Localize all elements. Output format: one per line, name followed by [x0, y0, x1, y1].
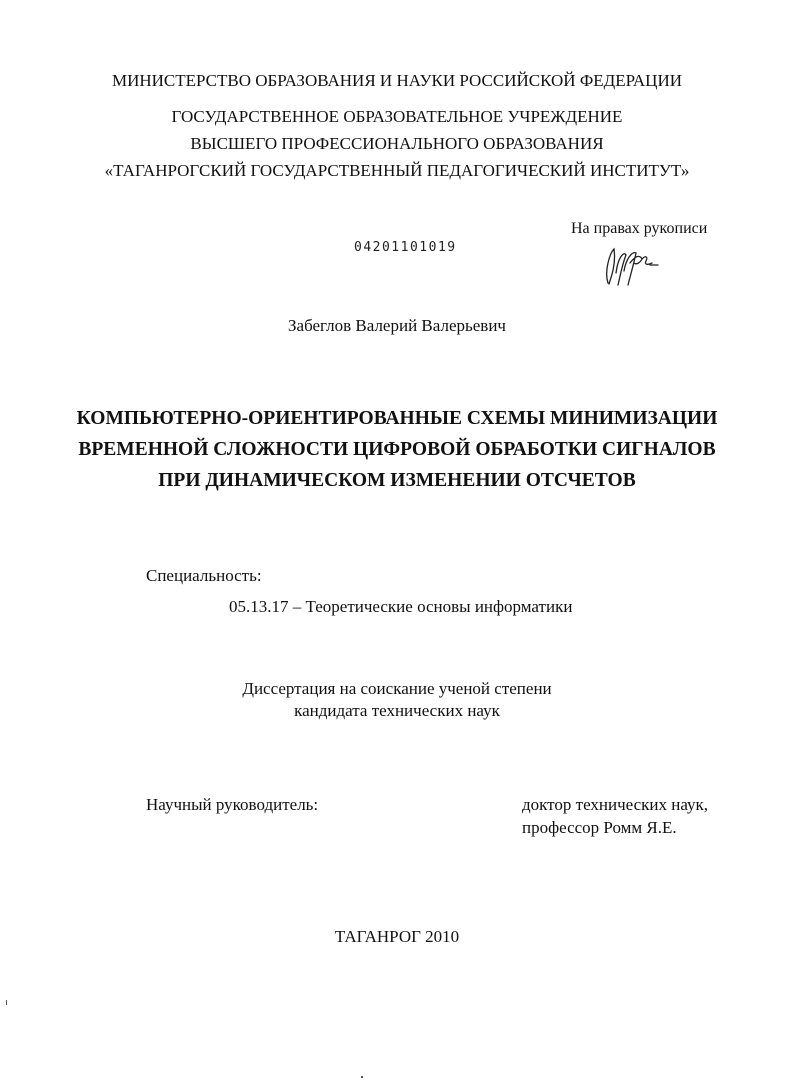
- scan-speck: [361, 1076, 363, 1078]
- catalog-number-stamp: 04201101019: [354, 240, 457, 255]
- institution-line-1: ГОСУДАРСТВЕННОЕ ОБРАЗОВАТЕЛЬНОЕ УЧРЕЖДЕНИЕ: [171, 107, 623, 126]
- dissertation-line-1: Диссертация на соискание ученой степени: [242, 679, 552, 698]
- institution-line-3: «ТАГАНРОГСКИЙ ГОСУДАРСТВЕННЫЙ ПЕДАГОГИЧЕСКИЙ ИНСТИТУТ»: [104, 161, 690, 180]
- title-line-1: КОМПЬЮТЕРНО-ОРИЕНТИРОВАННЫЕ СХЕМЫ МИНИМИЗАЦИИ: [76, 408, 718, 429]
- manuscript-note: На правах рукописи: [571, 220, 708, 237]
- dissertation-line-2: кандидата технических наук: [294, 701, 500, 720]
- specialty-label: Специальность:: [146, 566, 262, 585]
- author-name: Забеглов Валерий Валерьевич: [288, 316, 506, 335]
- handwritten-signature: [600, 243, 662, 289]
- supervisor-name: профессор Ромм Я.Е.: [522, 818, 677, 837]
- supervisor-label: Научный руководитель:: [146, 795, 319, 814]
- city-year: ТАГАНРОГ 2010: [334, 927, 460, 946]
- supervisor-degree: доктор технических наук,: [522, 795, 709, 814]
- title-line-3: ПРИ ДИНАМИЧЕСКОМ ИЗМЕНЕНИИ ОТСЧЕТОВ: [158, 470, 636, 491]
- ministry-heading: МИНИСТЕРСТВО ОБРАЗОВАНИЯ И НАУКИ РОССИЙСКОЙ ФЕДЕРАЦИИ: [111, 71, 683, 90]
- title-line-2: ВРЕМЕННОЙ СЛОЖНОСТИ ЦИФРОВОЙ ОБРАБОТКИ СИГНАЛОВ: [78, 439, 716, 460]
- scan-speck: [6, 1000, 7, 1005]
- specialty-value: 05.13.17 – Теоретические основы информатики: [229, 597, 573, 616]
- institution-line-2: ВЫСШЕГО ПРОФЕССИОНАЛЬНОГО ОБРАЗОВАНИЯ: [190, 134, 604, 153]
